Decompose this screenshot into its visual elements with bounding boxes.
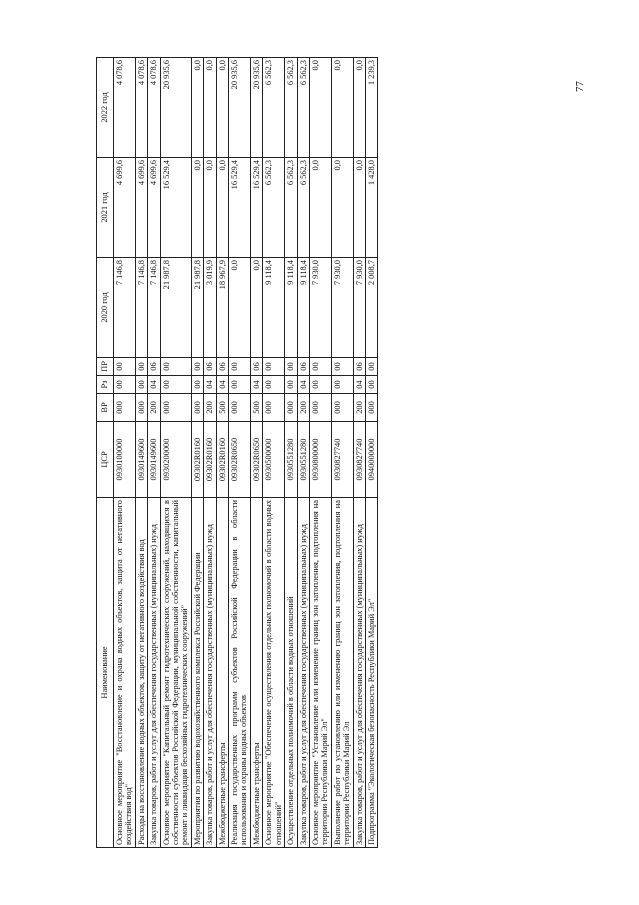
cell-2022: 6 562,3 [297, 58, 309, 158]
cell-pr: 00 [285, 358, 297, 376]
cell-rz: 00 [331, 376, 353, 394]
cell-vr: 200 [353, 394, 365, 422]
cell-vr: 000 [114, 394, 136, 422]
cell-csr: 09302R0160 [191, 422, 203, 498]
cell-vr: 200 [148, 394, 160, 422]
cell-name: Закупка товаров, работ и услуг для обеспечения государственных (муниципальных) нужд [148, 498, 160, 848]
cell-2020: 7 146,8 [148, 258, 160, 358]
cell-2022: 0,0 [309, 58, 331, 158]
cell-2021: 16 529,4 [160, 158, 191, 258]
cell-2021: 6 562,3 [263, 158, 285, 258]
cell-rz: 00 [309, 376, 331, 394]
cell-2022: 4 078,6 [148, 58, 160, 158]
cell-csr: 0930551280 [285, 422, 297, 498]
cell-vr: 000 [309, 394, 331, 422]
cell-rz: 04 [297, 376, 309, 394]
cell-pr: 00 [114, 358, 136, 376]
cell-2020: 9 118,4 [297, 258, 309, 358]
cell-name: Основное мероприятие "Капитальный ремонт гидротехнических сооружений, находящихся в собственности субъектов Российской Федерации, муниципальной собственности, капитальный ремонт и ликвидация бесхозяйных гидротехнических сооружений" [160, 498, 191, 848]
cell-vr: 000 [135, 394, 147, 422]
cell-2022: 0,0 [353, 58, 365, 158]
cell-2022: 4 078,6 [114, 58, 136, 158]
cell-vr: 000 [365, 394, 377, 422]
header-vr: ВР [97, 394, 114, 422]
cell-2020: 0,0 [229, 258, 251, 358]
cell-name: Основное мероприятие "Обеспечение осуществления отдельных полномочий в области водных отношений" [263, 498, 285, 848]
cell-rz: 00 [135, 376, 147, 394]
cell-2020: 7 146,8 [114, 258, 136, 358]
cell-pr: 06 [250, 358, 262, 376]
cell-name: Закупка товаров, работ и услуг для обеспечения государственных (муниципальных) нужд [353, 498, 365, 848]
cell-2020: 9 118,4 [263, 258, 285, 358]
cell-2022: 0,0 [191, 58, 203, 158]
cell-2022: 20 935,6 [160, 58, 191, 158]
cell-name: Расходы на восстановление водных объектов, защиту от негативного воздействия вод [135, 498, 147, 848]
cell-2022: 20 935,6 [229, 58, 251, 158]
cell-pr: 06 [216, 358, 228, 376]
cell-vr: 000 [160, 394, 191, 422]
cell-2022: 20 935,6 [250, 58, 262, 158]
cell-name: Закупка товаров, работ и услуг для обеспечения государственных (муниципальных) нужд [297, 498, 309, 848]
table-row [297, 58, 309, 848]
cell-2021: 0,0 [204, 158, 216, 258]
cell-vr: 000 [285, 394, 297, 422]
cell-vr: 200 [204, 394, 216, 422]
header-2021: 2021 год [97, 158, 114, 258]
budget-table-rotated [96, 58, 527, 848]
cell-vr: 200 [297, 394, 309, 422]
table-row [204, 58, 216, 848]
cell-pr: 00 [160, 358, 191, 376]
cell-2022: 0,0 [331, 58, 353, 158]
cell-vr: 000 [191, 394, 203, 422]
cell-2020: 18 967,9 [216, 258, 228, 358]
cell-2020: 2 008,7 [365, 258, 377, 358]
header-2020: 2020 год [97, 258, 114, 358]
cell-csr: 09302R0650 [250, 422, 262, 498]
cell-vr: 000 [263, 394, 285, 422]
cell-2021: 1 428,0 [365, 158, 377, 258]
cell-pr: 06 [148, 358, 160, 376]
cell-2022: 6 562,3 [263, 58, 285, 158]
cell-csr: 0930500000 [263, 422, 285, 498]
cell-csr: 0940000000 [365, 422, 377, 498]
cell-rz: 04 [148, 376, 160, 394]
table-row [250, 58, 262, 848]
cell-2020: 21 987,8 [160, 258, 191, 358]
cell-rz: 04 [216, 376, 228, 394]
cell-name: Выполнение работ по установлению или изменению границ зон затопления, подтопления на территории Республики Марий Эл [331, 498, 353, 848]
cell-name: Подпрограмма "Экологическая безопасность Республики Марий Эл" [365, 498, 377, 848]
cell-2020: 3 019,9 [204, 258, 216, 358]
cell-2020: 7 930,0 [331, 258, 353, 358]
cell-name: Закупка товаров, работ и услуг для обеспечения государственных (муниципальных) нужд [204, 498, 216, 848]
cell-rz: 00 [285, 376, 297, 394]
cell-2022: 0,0 [204, 58, 216, 158]
table-row [229, 58, 251, 848]
cell-2020: 21 987,8 [191, 258, 203, 358]
cell-2021: 6 562,3 [297, 158, 309, 258]
cell-name: Реализация государственных программ субъектов Российской Федерации в области использования и охраны водных объектов [229, 498, 251, 848]
cell-csr: 0930551280 [297, 422, 309, 498]
header-rz: Рз [97, 376, 114, 394]
cell-2021: 4 699,6 [114, 158, 136, 258]
cell-csr: 0930800000 [309, 422, 331, 498]
cell-pr: 06 [353, 358, 365, 376]
cell-csr: 0930827740 [331, 422, 353, 498]
cell-csr: 0930100000 [114, 422, 136, 498]
table-row [160, 58, 191, 848]
table-row [365, 58, 377, 848]
cell-2020: 9 118,4 [285, 258, 297, 358]
cell-name: Основное мероприятие "Установление или изменение границ зон затопления, подтопления на территории Республики Марий Эл" [309, 498, 331, 848]
page-number: 77 [574, 81, 586, 92]
header-name: Наименование [97, 498, 114, 848]
cell-csr: 0930149600 [148, 422, 160, 498]
cell-csr: 0930827740 [353, 422, 365, 498]
cell-rz: 00 [229, 376, 251, 394]
table-row [216, 58, 228, 848]
cell-csr: 09302R0650 [229, 422, 251, 498]
header-2022: 2022 год [97, 58, 114, 158]
cell-name: Осуществление отдельных полномочий в области водных отношений [285, 498, 297, 848]
cell-2021: 4 699,6 [135, 158, 147, 258]
cell-rz: 04 [250, 376, 262, 394]
cell-2022: 1 239,3 [365, 58, 377, 158]
table-row [353, 58, 365, 848]
cell-name: Межбюджетные трансферты [250, 498, 262, 848]
cell-vr: 000 [331, 394, 353, 422]
cell-name: Мероприятия по развитию водохозяйственного комплекса Российской Федерации [191, 498, 203, 848]
cell-2020: 7 930,0 [309, 258, 331, 358]
cell-rz: 00 [160, 376, 191, 394]
cell-2021: 0,0 [216, 158, 228, 258]
cell-csr: 09302R0160 [204, 422, 216, 498]
cell-rz: 04 [353, 376, 365, 394]
cell-2020: 7 930,0 [353, 258, 365, 358]
cell-2021: 0,0 [309, 158, 331, 258]
cell-rz: 04 [204, 376, 216, 394]
cell-pr: 00 [135, 358, 147, 376]
table-row [114, 58, 136, 848]
table-header [97, 58, 114, 848]
cell-csr: 09302R0160 [216, 422, 228, 498]
cell-rz: 00 [114, 376, 136, 394]
table-row [263, 58, 285, 848]
cell-2021: 6 562,3 [285, 158, 297, 258]
cell-pr: 00 [263, 358, 285, 376]
cell-2021: 16 529,4 [229, 158, 251, 258]
cell-rz: 00 [263, 376, 285, 394]
cell-pr: 00 [309, 358, 331, 376]
cell-2022: 6 562,3 [285, 58, 297, 158]
cell-vr: 500 [216, 394, 228, 422]
table-row [309, 58, 331, 848]
cell-2020: 7 146,8 [135, 258, 147, 358]
cell-2022: 4 078,6 [135, 58, 147, 158]
table-body [114, 58, 378, 848]
cell-2021: 4 699,6 [148, 158, 160, 258]
cell-csr: 0930149600 [135, 422, 147, 498]
cell-2021: 0,0 [331, 158, 353, 258]
cell-pr: 00 [365, 358, 377, 376]
table-row [135, 58, 147, 848]
cell-pr: 06 [297, 358, 309, 376]
cell-2021: 16 529,4 [250, 158, 262, 258]
cell-2020: 0,0 [250, 258, 262, 358]
cell-csr: 0930200000 [160, 422, 191, 498]
cell-2021: 0,0 [353, 158, 365, 258]
cell-pr: 00 [331, 358, 353, 376]
header-pr: ПР [97, 358, 114, 376]
cell-name: Межбюджетные трансферты [216, 498, 228, 848]
cell-pr: 00 [229, 358, 251, 376]
cell-2022: 0,0 [216, 58, 228, 158]
cell-rz: 00 [191, 376, 203, 394]
cell-vr: 000 [229, 394, 251, 422]
cell-pr: 06 [204, 358, 216, 376]
budget-table [96, 57, 378, 848]
cell-vr: 500 [250, 394, 262, 422]
table-row [331, 58, 353, 848]
cell-rz: 00 [365, 376, 377, 394]
cell-name: Основное мероприятие "Восстановление и охрана водных объектов, защита от негативного воздействия вод" [114, 498, 136, 848]
header-csr: ЦСР [97, 422, 114, 498]
table-row [148, 58, 160, 848]
table-row [285, 58, 297, 848]
cell-2021: 0,0 [191, 158, 203, 258]
cell-pr: 00 [191, 358, 203, 376]
table-row [191, 58, 203, 848]
